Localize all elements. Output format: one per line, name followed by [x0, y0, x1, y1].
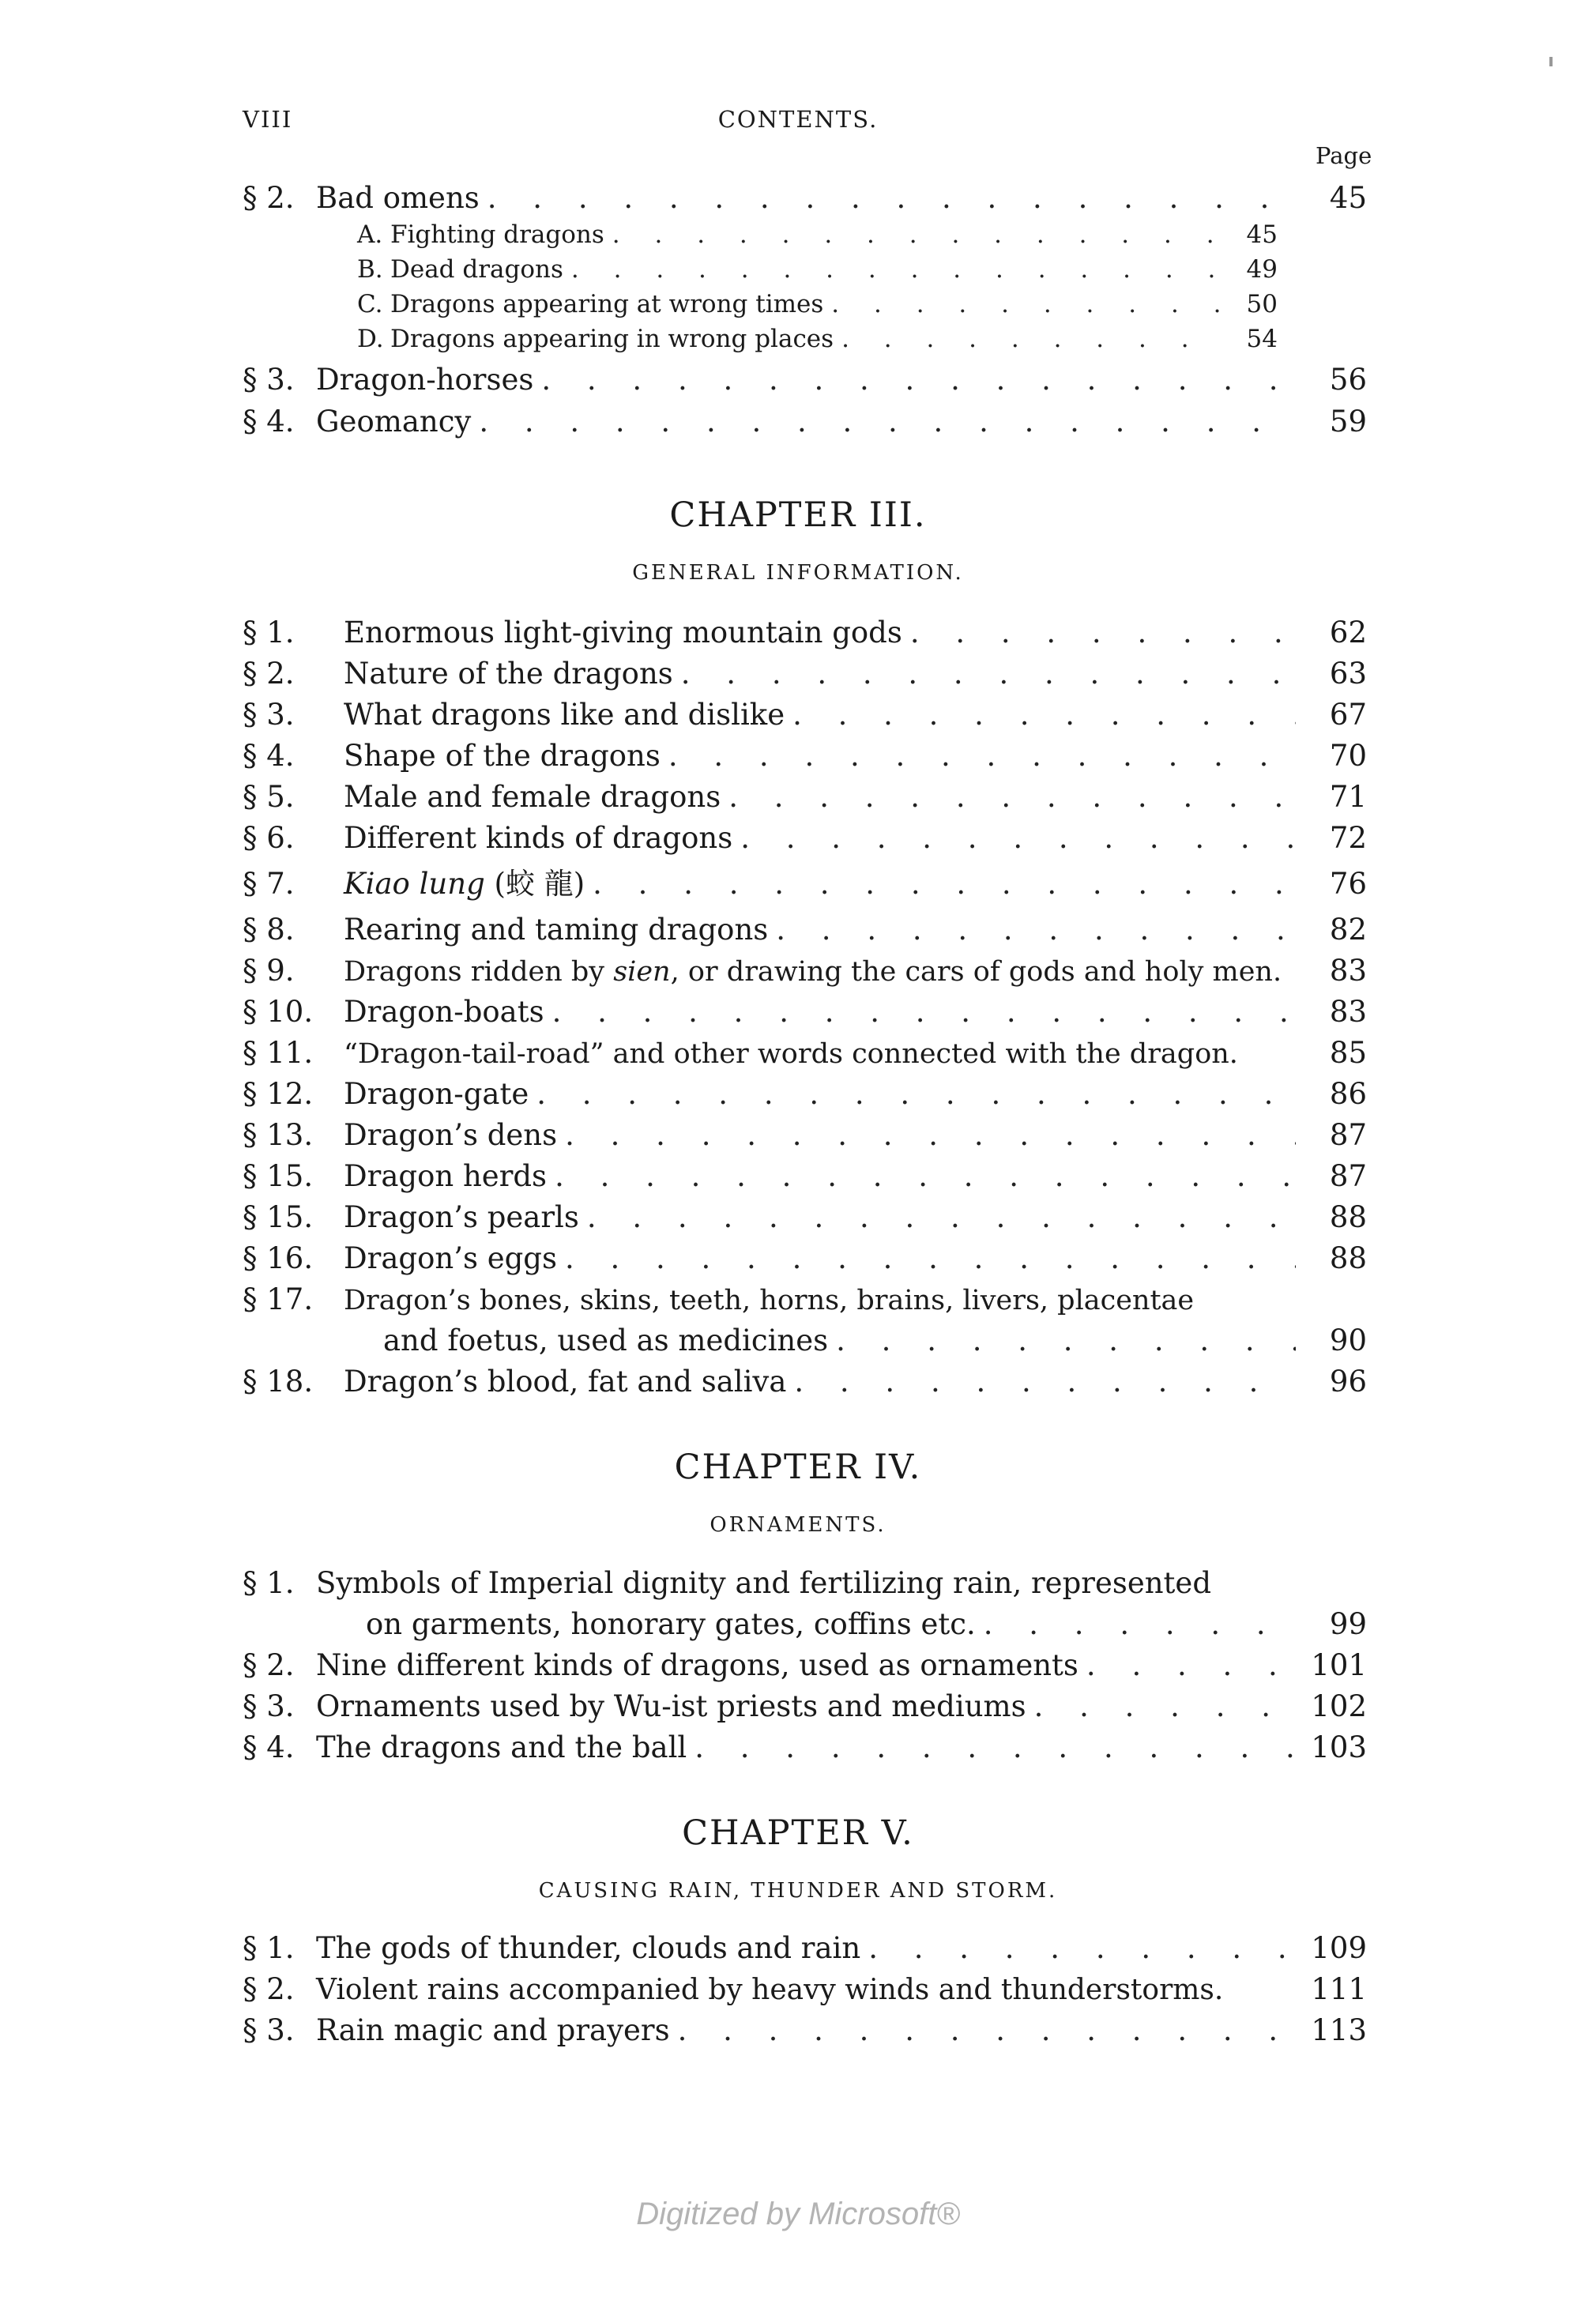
- entry-page: 83: [1329, 954, 1367, 988]
- section-number: § 3.: [243, 363, 295, 397]
- section-number: § 18.: [243, 1365, 314, 1399]
- entry-page: 103: [1311, 1730, 1367, 1764]
- entry-title: Symbols of Imperial dignity and fertilizing rain, represented: [316, 1566, 1211, 1600]
- section-number: § 2.: [243, 657, 295, 691]
- toc-entry: [243, 867, 1367, 901]
- toc-entry: [243, 913, 1367, 947]
- entry-page: 101: [1311, 1648, 1367, 1682]
- subentry-letter: B.: [357, 255, 383, 284]
- subentry-title: Dead dragons: [390, 255, 563, 284]
- entry-title: Dragon’s pearls: [344, 1200, 579, 1234]
- entry-title: [344, 867, 585, 901]
- leader-dots: [776, 915, 1296, 944]
- toc-entry-continuation: [366, 1607, 1367, 1641]
- entry-title: Nature of the dragons: [344, 657, 673, 691]
- entry-page: 67: [1329, 698, 1367, 732]
- leader-dots: [541, 365, 1296, 394]
- section-number: § 13.: [243, 1118, 314, 1152]
- section-number: § 4.: [243, 405, 295, 439]
- section-number: § 1.: [243, 1931, 295, 1965]
- entry-title: Dragon-gate: [344, 1077, 529, 1111]
- entry-page: 87: [1329, 1159, 1367, 1193]
- subentry-page: 50: [1246, 290, 1278, 318]
- entry-title-italic: Kiao lung: [344, 867, 485, 901]
- leader-dots: [868, 1933, 1296, 1963]
- chapter-heading: CHAPTER III.: [669, 495, 927, 535]
- toc-entry: [243, 1120, 1367, 1150]
- toc-entry: [243, 823, 1367, 853]
- entry-title: Enormous light-giving mountain gods: [344, 616, 902, 649]
- section-number: § 2.: [243, 1972, 295, 2006]
- entry-title: Geomancy: [316, 405, 472, 439]
- section-number: § 2.: [243, 1648, 295, 1682]
- section-number: § 16.: [243, 1241, 314, 1275]
- entry-title: Dragon’s dens: [344, 1118, 558, 1152]
- entry-title-suffix: , or drawing the cars of gods and holy men.: [670, 956, 1282, 988]
- entry-title: Dragon-boats: [344, 995, 544, 1029]
- entry-page: 70: [1329, 739, 1367, 773]
- entry-title: Nine different kinds of dragons, used as ornaments: [316, 1648, 1078, 1682]
- entry-page: 99: [1329, 1607, 1367, 1641]
- leader-dots: [487, 183, 1296, 213]
- entry-page: 102: [1311, 1689, 1367, 1723]
- subentry-letter: C.: [357, 290, 383, 318]
- entry-page: 71: [1329, 780, 1367, 814]
- entry-title: Bad omens: [316, 181, 480, 215]
- entry-title-italic: sien: [613, 956, 671, 988]
- chapter-heading: CHAPTER IV.: [674, 1448, 922, 1487]
- toc-entry: [243, 1159, 1367, 1193]
- toc-entry: [243, 1241, 1367, 1275]
- entry-page: 59: [1329, 405, 1367, 439]
- entry-title: The gods of thunder, clouds and rain: [316, 1931, 861, 1965]
- leader-dots: [668, 741, 1296, 770]
- toc-entry: [243, 1200, 1367, 1234]
- section-number: § 3.: [243, 1689, 295, 1723]
- entry-page: 111: [1311, 1972, 1367, 2006]
- entry-page: 62: [1329, 616, 1367, 649]
- entry-title: Different kinds of dragons: [344, 821, 733, 855]
- entry-title: Male and female dragons: [344, 780, 721, 814]
- leader-dots: [728, 782, 1296, 811]
- leader-dots: [593, 869, 1296, 898]
- toc-entry: [243, 956, 1367, 986]
- section-number: § 1.: [243, 1566, 295, 1600]
- entry-title-prefix: Dragons ridden by: [344, 956, 614, 988]
- entry-title: Dragon’s eggs: [344, 1241, 557, 1275]
- leader-dots: [587, 1203, 1296, 1232]
- toc-subentry: [357, 255, 1278, 284]
- entry-page: 86: [1329, 1077, 1367, 1111]
- leader-dots: [536, 1079, 1296, 1109]
- subentry-page: 49: [1246, 255, 1278, 284]
- chapter-heading: CHAPTER V.: [682, 1813, 914, 1853]
- section-number: § 8.: [243, 913, 295, 947]
- leader-dots: [552, 997, 1296, 1026]
- section-number: § 12.: [243, 1077, 314, 1111]
- leader-dots: [565, 1244, 1296, 1273]
- section-number: § 11.: [243, 1036, 314, 1070]
- toc-entry: [243, 1038, 1367, 1068]
- leader-dots: [555, 1162, 1296, 1191]
- entry-page: 88: [1329, 1241, 1367, 1275]
- toc-entry: [243, 780, 1367, 814]
- entry-title: Rain magic and prayers: [316, 2013, 670, 2047]
- leader-dots: [841, 327, 1222, 352]
- leader-dots: [794, 1367, 1296, 1396]
- entry-page: 87: [1329, 1118, 1367, 1152]
- leader-dots: [831, 292, 1222, 317]
- entry-page: 96: [1329, 1365, 1367, 1399]
- page-column-label: Page: [1316, 142, 1372, 169]
- leader-dots: [681, 659, 1296, 688]
- section-number: § 10.: [243, 995, 314, 1029]
- leader-dots: [984, 1610, 1296, 1639]
- chapter-subtitle: ORNAMENTS.: [710, 1513, 886, 1537]
- chapter-subtitle: GENERAL INFORMATION.: [632, 561, 964, 585]
- entry-page: 90: [1329, 1323, 1367, 1357]
- entry-page: 85: [1329, 1036, 1367, 1070]
- entry-title: The dragons and the ball: [316, 1730, 687, 1764]
- toc-entry: [243, 1365, 1367, 1399]
- entry-title: Rearing and taming dragons: [344, 913, 769, 947]
- toc-entry: [243, 1079, 1367, 1109]
- subentry-page: 54: [1246, 325, 1278, 353]
- subentry-title: Fighting dragons: [390, 220, 604, 249]
- entry-title-continuation: on garments, honorary gates, coffins etc.: [366, 1607, 976, 1641]
- entry-title: Dragon’s blood, fat and saliva: [344, 1365, 787, 1399]
- toc-entry: [243, 1648, 1367, 1682]
- leader-dots: [694, 1733, 1296, 1762]
- entry-page: 56: [1329, 363, 1367, 397]
- toc-entry: [243, 183, 1367, 213]
- section-number: § 4.: [243, 739, 295, 773]
- entry-page: 82: [1329, 913, 1367, 947]
- toc-entry: [243, 405, 1367, 439]
- subentry-title: Dragons appearing in wrong places: [390, 325, 834, 353]
- section-number: § 5.: [243, 780, 295, 814]
- entry-title-continuation: and foetus, used as medicines: [383, 1323, 829, 1357]
- entry-title: Dragon-horses: [316, 363, 534, 397]
- leader-dots: [479, 407, 1296, 436]
- chapter-subtitle: CAUSING RAIN, THUNDER AND STORM.: [538, 1879, 1058, 1903]
- section-number: § 17.: [243, 1282, 314, 1316]
- entry-page: 109: [1311, 1931, 1367, 1965]
- toc-entry: [243, 1972, 1367, 2006]
- toc-subentry: [357, 327, 1278, 352]
- leader-dots: [571, 258, 1222, 282]
- toc-entry: [243, 1568, 1367, 1598]
- leader-dots: [612, 223, 1222, 247]
- scan-mark: [1549, 57, 1553, 66]
- toc-entry: [243, 363, 1367, 397]
- entry-title: Dragon’s bones, skins, teeth, horns, brains, livers, placentae: [344, 1285, 1195, 1316]
- toc-entry: [243, 1730, 1367, 1764]
- entry-page: 83: [1329, 995, 1367, 1029]
- section-number: § 1.: [243, 616, 295, 649]
- entry-title: “Dragon-tail-road” and other words connected with the dragon.: [344, 1038, 1238, 1070]
- toc-entry: [243, 1933, 1367, 1963]
- section-number: § 6.: [243, 821, 295, 855]
- entry-title-chinese: (蛟 龍): [484, 867, 585, 901]
- leader-dots: [910, 618, 1296, 647]
- toc-subentry: [357, 220, 1278, 249]
- toc-entry: [243, 657, 1367, 691]
- toc-entry: [243, 698, 1367, 732]
- section-number: § 7.: [243, 867, 295, 901]
- toc-entry-continuation: [383, 1323, 1367, 1357]
- section-number: § 4.: [243, 1730, 295, 1764]
- subentry-letter: A.: [357, 220, 383, 249]
- entry-page: 113: [1311, 2013, 1367, 2047]
- entry-title: Dragon herds: [344, 1159, 548, 1193]
- subentry-letter: D.: [357, 325, 384, 353]
- entry-title: Violent rains accompanied by heavy winds and thunderstorms.: [316, 1974, 1224, 2006]
- toc-entry: [243, 995, 1367, 1029]
- section-number: § 3.: [243, 2013, 295, 2047]
- leader-dots: [740, 823, 1296, 853]
- section-number: § 2.: [243, 181, 295, 215]
- entry-page: 63: [1329, 657, 1367, 691]
- entry-title: [344, 958, 1282, 986]
- page-number: VIII: [243, 106, 293, 133]
- toc-entry: [243, 1282, 1367, 1316]
- section-number: § 3.: [243, 698, 295, 732]
- entry-page: 45: [1329, 181, 1367, 215]
- leader-dots: [792, 700, 1296, 729]
- subentry-title: Dragons appearing at wrong times: [390, 290, 824, 318]
- toc-entry: [243, 1689, 1367, 1723]
- entry-title: What dragons like and dislike: [344, 698, 785, 732]
- entry-page: 76: [1329, 867, 1367, 901]
- section-number: § 15.: [243, 1159, 314, 1193]
- entry-title: Ornaments used by Wu-ist priests and mediums: [316, 1689, 1026, 1723]
- toc-subentry: [357, 292, 1278, 317]
- entry-title: Shape of the dragons: [344, 739, 661, 773]
- toc-entry: [243, 739, 1367, 773]
- leader-dots: [678, 2016, 1296, 2045]
- leader-dots: [565, 1120, 1296, 1150]
- running-title: CONTENTS.: [717, 106, 879, 133]
- entry-page: 88: [1329, 1200, 1367, 1234]
- entry-page: 72: [1329, 821, 1367, 855]
- leader-dots: [836, 1326, 1296, 1355]
- section-number: § 9.: [243, 954, 295, 988]
- leader-dots: [1086, 1651, 1296, 1680]
- section-number: § 15.: [243, 1200, 314, 1234]
- toc-entry: [243, 2013, 1367, 2047]
- subentry-page: 45: [1246, 220, 1278, 249]
- toc-entry: [243, 618, 1367, 647]
- leader-dots: [1034, 1692, 1296, 1721]
- digitization-watermark: Digitized by Microsoft®: [636, 2197, 960, 2231]
